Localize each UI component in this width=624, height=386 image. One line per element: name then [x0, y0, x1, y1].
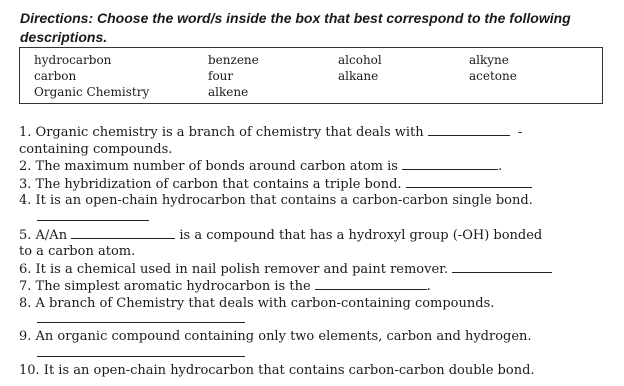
question-1-continued	[19, 142, 614, 159]
word-organic-chemistry: Organic Chemistry	[34, 85, 150, 99]
word-alkyne: alkyne	[469, 53, 509, 67]
answer-blank[interactable]	[428, 124, 510, 136]
question-10	[19, 363, 614, 380]
question-8	[19, 296, 614, 313]
question-text: 6. It is a chemical used in nail polish remover and paint remover.	[19, 261, 449, 277]
question-text: -	[517, 125, 523, 140]
question-text: 2. The maximum number of bonds around carbon atom is	[19, 159, 398, 174]
question-9	[19, 329, 614, 346]
word-four: four	[208, 69, 234, 83]
question-text: 7. The simplest aromatic hydrocarbon is the	[19, 279, 311, 294]
directions-text: Directions: Choose the word/s inside the box that best correspond to the following descriptions.	[20, 10, 571, 45]
question-text: 4. It is an open-chain hydrocarbon that contains a carbon-carbon single bond.	[19, 193, 533, 208]
question-3	[19, 176, 614, 194]
answer-blank[interactable]	[402, 158, 498, 170]
question-text: 8. A branch of Chemistry that deals with carbon-containing compounds.	[19, 295, 495, 311]
question-text: .	[498, 159, 503, 174]
question-text: 10. It is an open-chain hydrocarbon that contains carbon-carbon double bond.	[19, 362, 535, 378]
question-text: is a compound that has a hydroxyl group (-OH) bonded	[179, 227, 543, 243]
question-4	[19, 193, 614, 210]
answer-blank[interactable]	[37, 346, 245, 357]
word-benzene: benzene	[208, 53, 259, 67]
question-text: .	[426, 279, 431, 294]
question-text: 5. A/An	[19, 227, 68, 243]
answer-blank[interactable]	[71, 227, 175, 239]
question-6	[19, 261, 614, 279]
question-7	[19, 278, 614, 296]
question-2	[19, 158, 614, 176]
question-text: containing compounds.	[19, 141, 173, 157]
word-alkene: alkene	[208, 85, 249, 99]
word-box	[19, 47, 603, 104]
word-acetone: acetone	[469, 69, 517, 83]
question-text: 1. Organic chemistry is a branch of chemistry that deals with	[19, 125, 424, 140]
word-alkane: alkane	[338, 69, 379, 83]
answer-blank[interactable]	[315, 278, 427, 290]
question-1	[19, 124, 614, 142]
word-hydrocarbon: hydrocarbon	[34, 53, 112, 67]
question-5	[19, 227, 614, 245]
question-5-continued	[19, 244, 614, 261]
answer-blank[interactable]	[37, 210, 149, 221]
word-alcohol: alcohol	[338, 53, 382, 67]
answer-blank[interactable]	[406, 176, 532, 188]
question-list	[19, 124, 614, 379]
question-text: to a carbon atom.	[19, 244, 136, 259]
answer-blank[interactable]	[37, 312, 245, 323]
question-text: 9. An organic compound containing only two elements, carbon and hydrogen.	[19, 329, 532, 344]
question-text: 3. The hybridization of carbon that contains a triple bond.	[19, 176, 402, 192]
word-carbon: carbon	[34, 69, 77, 83]
answer-blank[interactable]	[452, 261, 552, 273]
